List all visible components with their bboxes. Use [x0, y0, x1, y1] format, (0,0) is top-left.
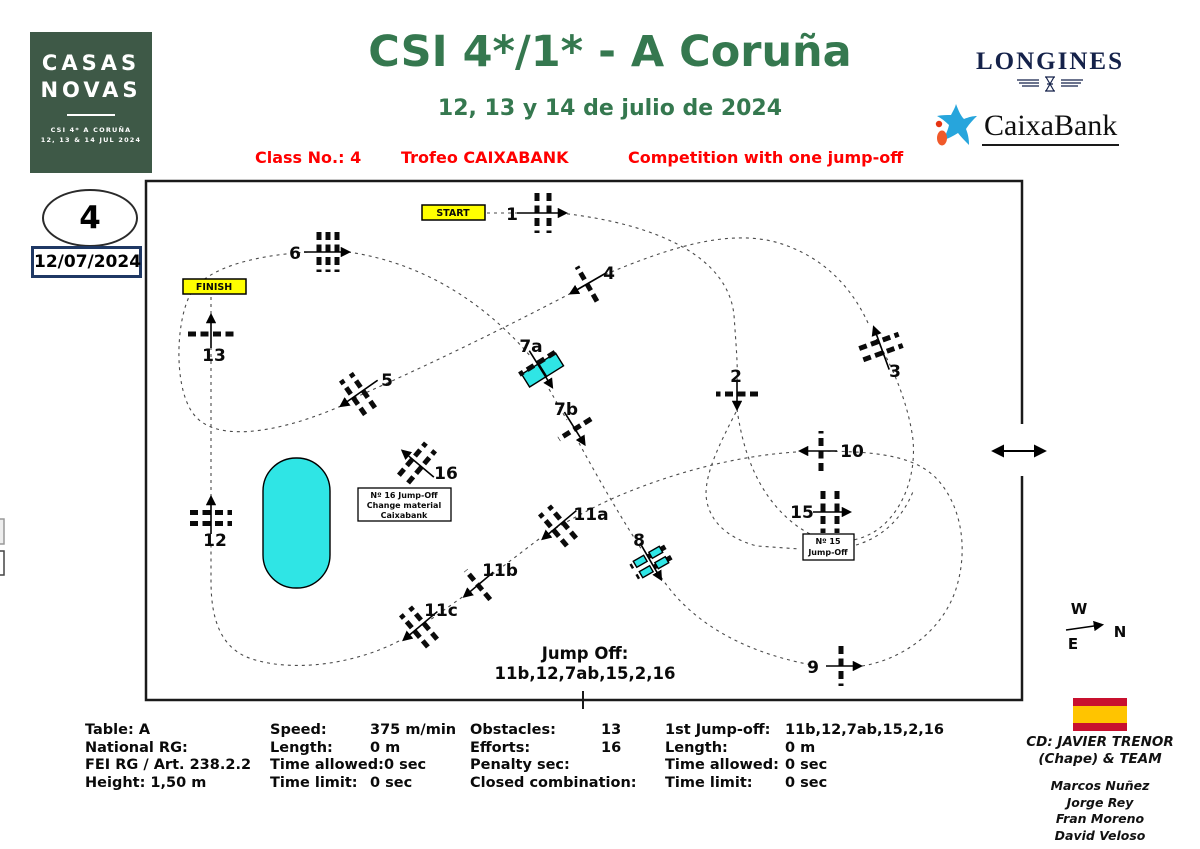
- jump-15-label: 15: [790, 503, 814, 523]
- detail-value: 11b,12,7ab,15,2,16: [785, 722, 944, 738]
- page-subtitle: 12, 13 y 14 de julio de 2024: [437, 96, 783, 121]
- class-number: Class No.: 4: [255, 148, 362, 167]
- detail-label: Obstacles:: [470, 722, 556, 738]
- detail-label: Time allowed:: [665, 757, 779, 773]
- detail-value: 13: [601, 722, 622, 738]
- competition-type: Competition with one jump-off: [628, 148, 904, 167]
- jumpoff-box-16: [358, 488, 451, 521]
- detail-label: Speed:: [270, 722, 327, 738]
- detail-label: Efforts:: [470, 739, 531, 756]
- detail-value: 0 m: [785, 739, 816, 756]
- logo-line1: CASAS: [41, 51, 141, 75]
- designer-name: CD: JAVIER TRENOR: [1026, 734, 1174, 750]
- detail-row: Table: A: [85, 722, 151, 738]
- page-title: CSI 4*/1* - A Coruña: [368, 27, 852, 77]
- water-obstacle: [263, 458, 330, 588]
- detail-label: Closed combination:: [470, 774, 637, 791]
- box15-line1: Nº 15: [815, 537, 841, 546]
- trophy-name: Trofeo CAIXABANK: [401, 148, 569, 167]
- jump-2-label: 2: [730, 367, 742, 387]
- detail-row: Height: 1,50 m: [85, 774, 207, 791]
- course-designer-credits: [1005, 734, 1195, 844]
- jump-1-label: 1: [506, 205, 518, 225]
- jump-11b-label: 11b: [482, 561, 518, 581]
- longines-wordmark: LONGINES: [976, 48, 1124, 75]
- detail-label: Penalty sec:: [470, 757, 570, 773]
- compass-north-label: N: [1113, 623, 1127, 641]
- detail-label: Time limit:: [665, 774, 753, 791]
- arena-border: [146, 181, 1022, 700]
- team-member: David Veloso: [1054, 827, 1146, 843]
- detail-label: Length:: [270, 739, 333, 756]
- box15-line2: Jump-Off: [808, 548, 848, 557]
- jump-15-icon: [813, 491, 849, 533]
- jump-8-icon: [623, 533, 678, 589]
- class-number-badge: 4: [42, 189, 138, 247]
- detail-label: Time allowed:: [270, 757, 384, 773]
- spain-flag-icon: [1073, 698, 1127, 731]
- box16-line2: Change material: [366, 501, 442, 510]
- jump-10-label: 10: [840, 442, 864, 462]
- team-member: Marcos Nuñez: [1050, 778, 1150, 793]
- jump-1-icon: [517, 193, 565, 233]
- team-member: Jorge Rey: [1066, 794, 1134, 810]
- detail-label: 1st Jump-off:: [665, 722, 771, 738]
- jump-13-icon: [188, 316, 234, 348]
- detail-label: Length:: [665, 739, 728, 756]
- start-label: START: [436, 208, 470, 219]
- designer-team-note: (Chape) & TEAM: [1038, 751, 1162, 767]
- jump-9-label: 9: [807, 658, 819, 678]
- jump-12-label: 12: [203, 531, 227, 551]
- team-member: Fran Moreno: [1055, 811, 1145, 826]
- jumpoff-sequence: 11b,12,7ab,15,2,16: [494, 664, 676, 683]
- jump-3-label: 3: [889, 362, 901, 382]
- jumpoff-box-15: [803, 534, 854, 560]
- details-col-3: [470, 722, 637, 792]
- finish-banner: [183, 279, 246, 294]
- jump-12-icon: [190, 498, 232, 534]
- jump-6-icon: [304, 232, 348, 272]
- detail-value: 0 m: [370, 739, 401, 756]
- box16-line1: Nº 16 Jump-Off: [370, 491, 438, 500]
- jump-8-label: 8: [633, 531, 645, 551]
- jump-6-label: 6: [289, 244, 301, 264]
- jump-7b-label: 7b: [554, 400, 578, 420]
- course-track: [179, 213, 962, 666]
- jump-7a-label: 7a: [519, 337, 543, 357]
- jump-11a-label: 11a: [573, 505, 609, 525]
- logo-line3: CSI 4* A CORUÑA: [50, 126, 132, 134]
- logo-line4: 12, 13 & 14 JUL 2024: [40, 136, 142, 144]
- compass-east-label: E: [1067, 635, 1079, 653]
- jump-9-icon: [826, 646, 860, 686]
- detail-row: FEI RG / Art. 238.2.2: [85, 757, 252, 773]
- details-col-4: [665, 722, 944, 792]
- jumpoff-note: [460, 644, 710, 684]
- details-col-1: [85, 722, 251, 792]
- clipped-box-icon: [0, 551, 4, 575]
- details-col-2: [270, 722, 456, 792]
- clipped-box-icon: [0, 519, 4, 544]
- caixabank-wordmark: CaixaBank: [982, 109, 1119, 146]
- detail-row: National RG:: [85, 739, 188, 756]
- compass-west-label: W: [1070, 600, 1088, 618]
- jump-11c-label: 11c: [424, 601, 458, 621]
- detail-value: 375 m/min: [370, 722, 457, 738]
- start-banner: [422, 205, 485, 220]
- compass: [1066, 600, 1126, 653]
- jumpoff-title: Jump Off:: [541, 644, 629, 663]
- detail-value: 0 sec: [383, 757, 427, 773]
- jump-4-label: 4: [603, 264, 615, 284]
- detail-value: 0 sec: [785, 757, 828, 773]
- box16-line3: Caixabank: [380, 511, 428, 520]
- finish-label: FINISH: [195, 282, 233, 293]
- compass-north-arrow: [1066, 625, 1101, 630]
- detail-label: Time limit:: [270, 774, 358, 791]
- jump-13-label: 13: [202, 346, 226, 366]
- jump-5-label: 5: [381, 371, 393, 391]
- jump-10-icon: [801, 431, 837, 471]
- jump-16-label: 16: [434, 464, 458, 484]
- detail-value: 0 sec: [785, 774, 828, 791]
- detail-value: 0 sec: [370, 774, 413, 791]
- logo-line2: NOVAS: [40, 78, 142, 102]
- detail-value: 16: [601, 739, 622, 756]
- class-date: 12/07/2024: [31, 246, 142, 278]
